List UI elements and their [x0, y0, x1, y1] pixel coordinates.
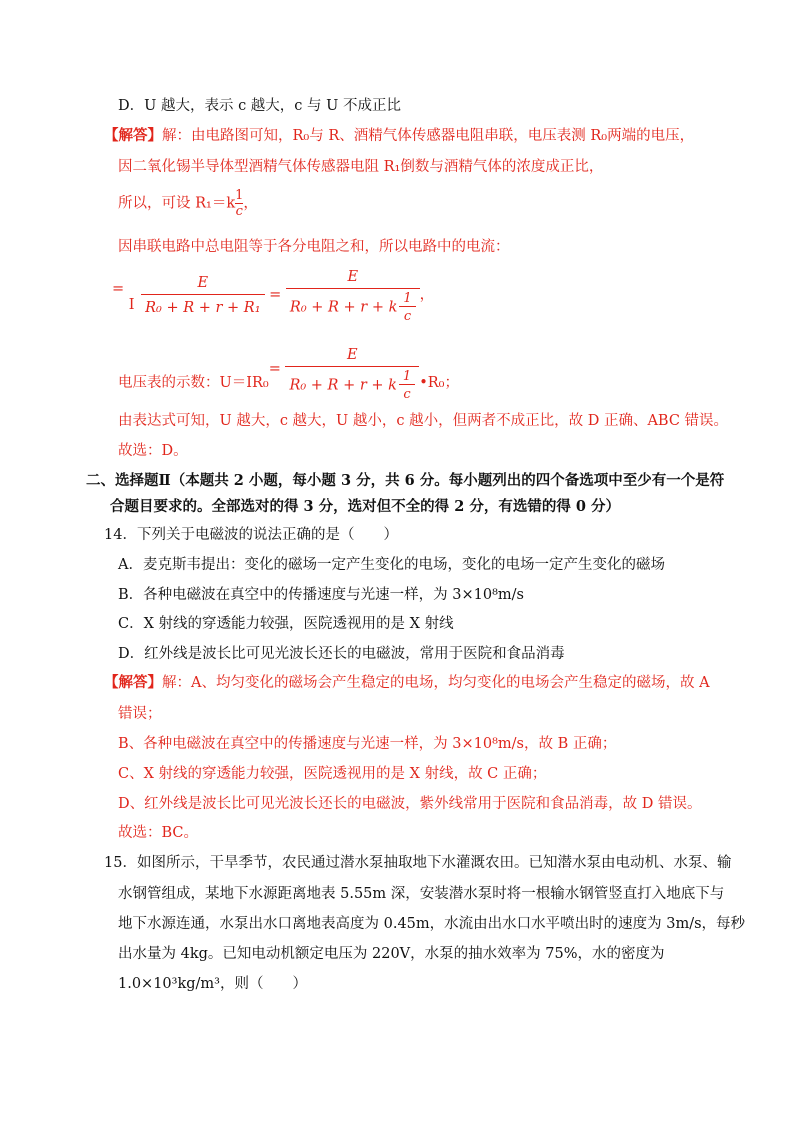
- answer-tag: 【解答】: [104, 127, 162, 144]
- q14-answer-line-2: 错误；: [118, 706, 162, 722]
- fraction-e-over-r-sum: $\frac{E}{\text{R₀ + R + r + R₁}}$: [141, 272, 264, 319]
- section-heading-line-1: 二、选择题Ⅱ（本题共 2 小题，每小题 3 分，共 6 分。每小题列出的四个备选项中至少有一个是符: [86, 472, 725, 489]
- q14-option-a: A．麦克斯韦提出：变化的磁场一定产生变化的电场，变化的电场一定产生变化的磁场: [118, 557, 665, 573]
- q14-option-d: D．红外线是波长比可见光波长还长的电磁波，常用于医院和食品消毒: [118, 646, 565, 662]
- q13-answer-line-4: 因串联电路中总电阻等于各分电阻之和，所以电路中的电流：: [118, 239, 510, 255]
- fraction-one-over-c: $\frac{1}{c}$: [235, 188, 244, 219]
- section-heading-line-2: 合题目要求的。全部选对的得 3 分，选对但不全的得 2 分，有选错的得 0 分）: [110, 498, 621, 515]
- q14-answer-line-5: D、红外线是波长比可见光波长还长的电磁波，紫外线常用于医院和食品消毒，故 D 错误。: [118, 796, 702, 812]
- q13-conclusion: 由表达式可知，U 越大，c 越大，U 越小，c 越小，但两者不成正比，故 D 正确、ABC 错误。: [118, 413, 729, 429]
- q13-answer-line-2: 因二氧化锡半导体型酒精气体传感器电阻 R₁倒数与酒精气体的浓度成正比，: [118, 159, 604, 175]
- current-symbol: I: [128, 297, 135, 313]
- current-formula: = I $\frac{E}{\text{R₀ + R + r + R₁}}$ = E R₀ + R + r + k $\frac{1}{c}$ ，: [112, 266, 434, 324]
- q15-line-4: 出水量为 4kg。已知电动机额定电压为 220V，水泵的抽水效率为 75%，水的密度为: [118, 946, 665, 962]
- q14-option-c: C．X 射线的穿透能力较强，医院透视用的是 X 射线: [118, 616, 454, 632]
- q14-answer-line-3: B、各种电磁波在真空中的传播速度与光速一样，为 3×10⁸m/s，故 B 正确；: [118, 736, 617, 752]
- answer-text: 解：由电路图可知，R₀与 R、酒精气体传感器电阻串联，电压表测 R₀两端的电压，: [162, 128, 695, 144]
- q13-answer-line-3: 所以，可设 R₁＝k $\frac{1}{c}$ ，: [118, 188, 258, 219]
- eq-sign: =: [112, 281, 125, 297]
- q13-option-d: D．U 越大，表示 c 越大，c 与 U 不成正比: [118, 98, 401, 114]
- voltmeter-text: 电压表的示数：U＝IR₀: [118, 375, 269, 391]
- q14-answer-line-1: [104, 673, 710, 693]
- q15-line-1: 15．如图所示，干旱季节，农民通过潜水泵抽取地下水灌溉农田。已知潜水泵由电动机、水泵、输: [104, 855, 732, 871]
- q15-line-2: 水钢管组成，某地下水源距离地表 5.55m 深，安装潜水泵时将一根输水钢管竖直打入地底下与: [118, 886, 725, 902]
- answer-text: 所以，可设 R₁＝k: [118, 195, 236, 212]
- q13-choice: 故选：D。: [118, 443, 188, 459]
- q14-option-b: B．各种电磁波在真空中的传播速度与光速一样，为 3×10⁸m/s: [118, 587, 524, 603]
- voltmeter-formula: 电压表的示数：U＝IR₀= E R₀ + R + r + k $\frac{1}{c}$ •R₀；: [118, 344, 459, 402]
- q14-stem: 14．下列关于电磁波的说法正确的是（ ）: [104, 527, 398, 543]
- q15-line-5: 1.0×10³kg/m³，则（ ）: [118, 976, 307, 992]
- answer-tag: 【解答】: [104, 674, 162, 691]
- q14-choice: 故选：BC。: [118, 825, 199, 841]
- fraction-e-over-r-k-c: E R₀ + R + r + k $\frac{1}{c}$: [286, 266, 420, 324]
- q13-answer-line-1: [104, 126, 694, 146]
- q15-line-3: 地下水源连通，水泵出水口离地表高度为 0.45m，水流由出水口水平喷出时的速度为 3m/s，每秒: [118, 916, 746, 932]
- answer-text: 解：A、均匀变化的磁场会产生稳定的电场，均匀变化的电场会产生稳定的磁场，故 A: [162, 675, 710, 691]
- fraction-voltage: E R₀ + R + r + k $\frac{1}{c}$: [285, 344, 419, 402]
- q14-answer-line-4: C、X 射线的穿透能力较强，医院透视用的是 X 射线，故 C 正确；: [118, 766, 547, 782]
